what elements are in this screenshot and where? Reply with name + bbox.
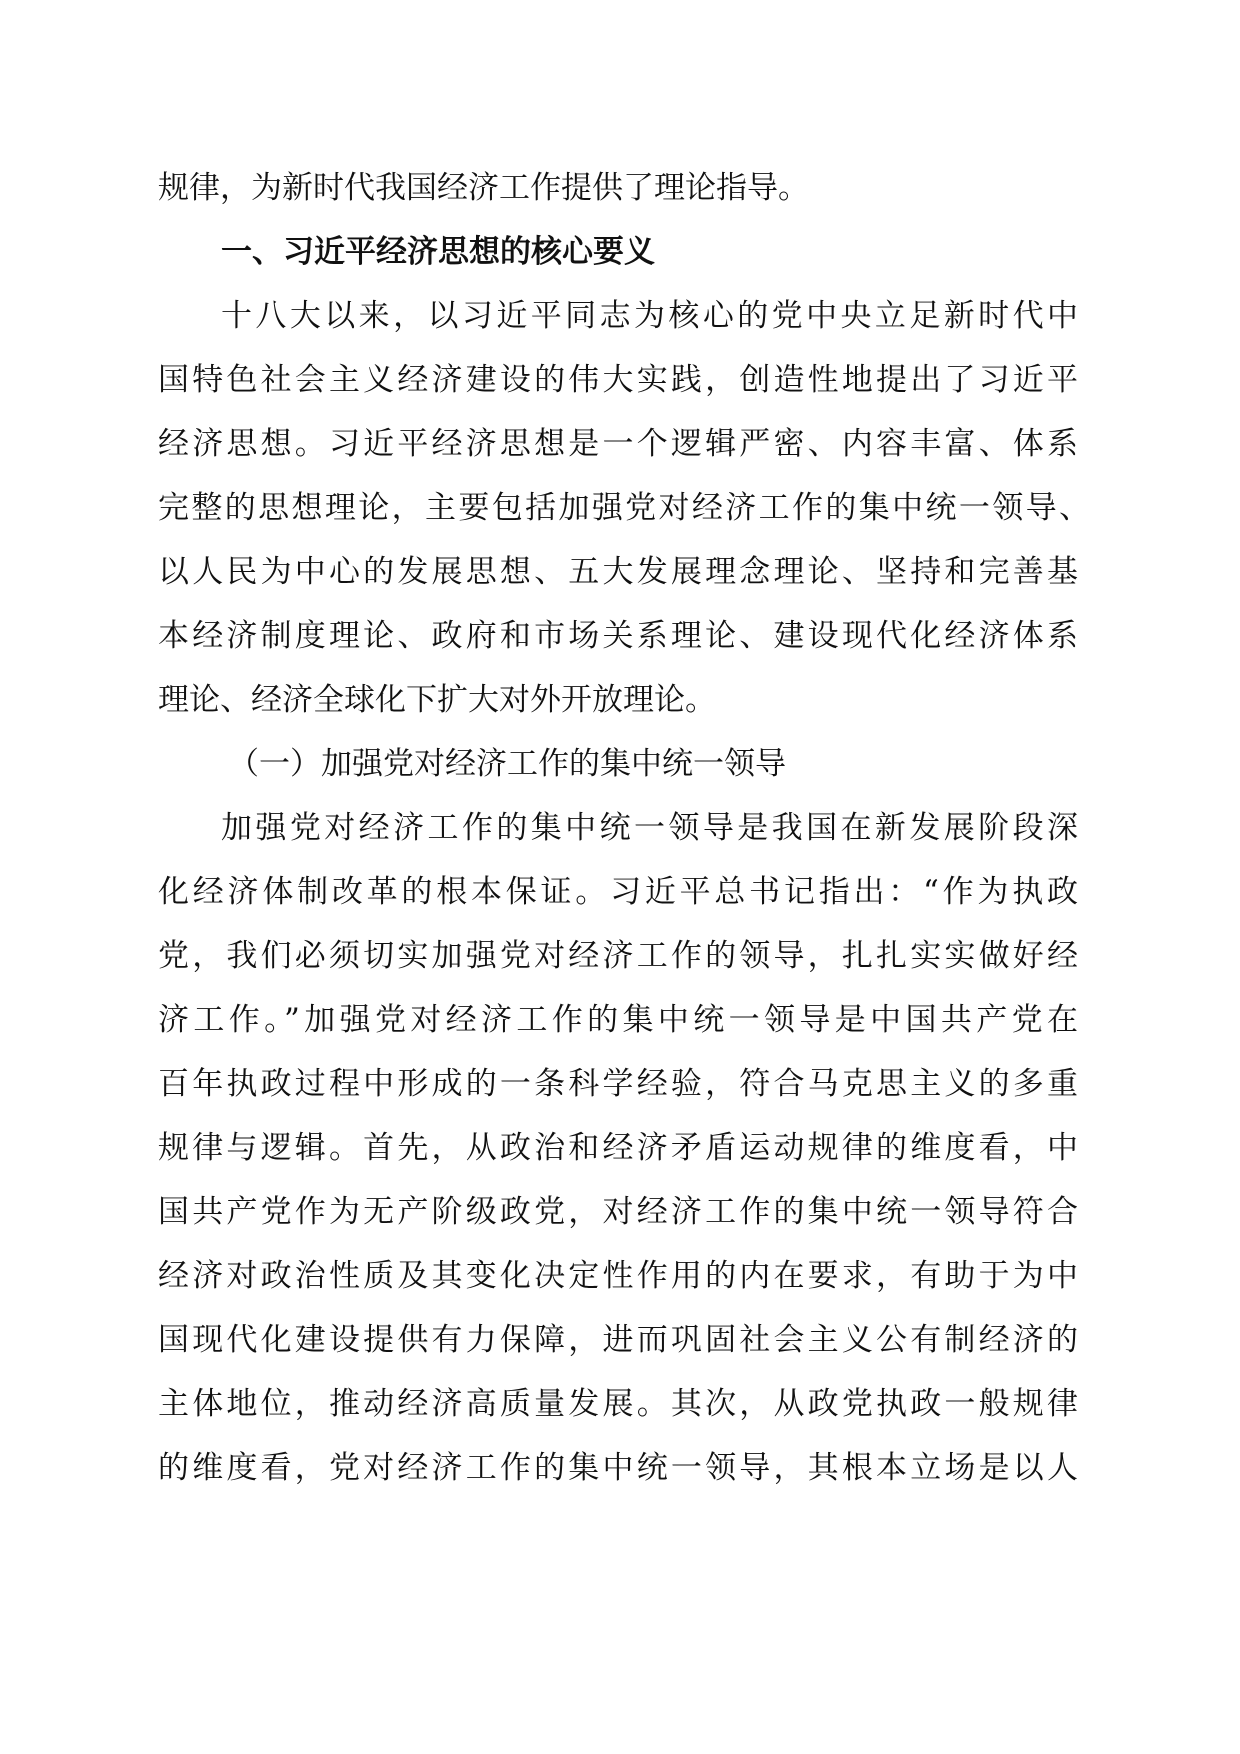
paragraph-line: 规律与逻辑。首先，从政治和经济矛盾运动规律的维度看，中 <box>158 1130 1078 1166</box>
paragraph-line: 本经济制度理论、政府和市场关系理论、建设现代化经济体系 <box>158 618 1078 654</box>
paragraph-line: 以人民为中心的发展思想、五大发展理念理论、坚持和完善基 <box>158 554 1078 590</box>
paragraph-line: 规律，为新时代我国经济工作提供了理论指导。 <box>158 170 809 206</box>
paragraph-line: 国共产党作为无产阶级政党，对经济工作的集中统一领导符合 <box>158 1194 1078 1230</box>
paragraph-line: 经济思想。习近平经济思想是一个逻辑严密、内容丰富、体系 <box>158 426 1078 462</box>
paragraph-line: 化经济体制改革的根本保证。习近平总书记指出：“作为执政 <box>158 874 1078 910</box>
paragraph-line: 主体地位，推动经济高质量发展。其次，从政党执政一般规律 <box>158 1386 1078 1422</box>
subsection-heading: （一）加强党对经济工作的集中统一领导 <box>228 746 786 782</box>
paragraph-line: 经济对政治性质及其变化决定性作用的内在要求，有助于为中 <box>158 1258 1078 1294</box>
paragraph-line: 百年执政过程中形成的一条科学经验，符合马克思主义的多重 <box>158 1066 1078 1102</box>
paragraph-line: 加强党对经济工作的集中统一领导是我国在新发展阶段深 <box>221 810 1078 846</box>
paragraph-line: 济工作。”加强党对经济工作的集中统一领导是中国共产党在 <box>158 1002 1078 1038</box>
section-heading: 一、习近平经济思想的核心要义 <box>221 234 655 270</box>
paragraph-line: 国现代化建设提供有力保障，进而巩固社会主义公有制经济的 <box>158 1322 1078 1358</box>
paragraph-line: 的维度看，党对经济工作的集中统一领导，其根本立场是以人 <box>158 1450 1078 1486</box>
paragraph-line: 国特色社会主义经济建设的伟大实践，创造性地提出了习近平 <box>158 362 1078 398</box>
paragraph-line: 党，我们必须切实加强党对经济工作的领导，扎扎实实做好经 <box>158 938 1078 974</box>
paragraph-line: 完整的思想理论，主要包括加强党对经济工作的集中统一领导、 <box>158 490 1090 526</box>
paragraph-line: 十八大以来，以习近平同志为核心的党中央立足新时代中 <box>221 298 1078 334</box>
paragraph-line: 理论、经济全球化下扩大对外开放理论。 <box>158 682 716 718</box>
